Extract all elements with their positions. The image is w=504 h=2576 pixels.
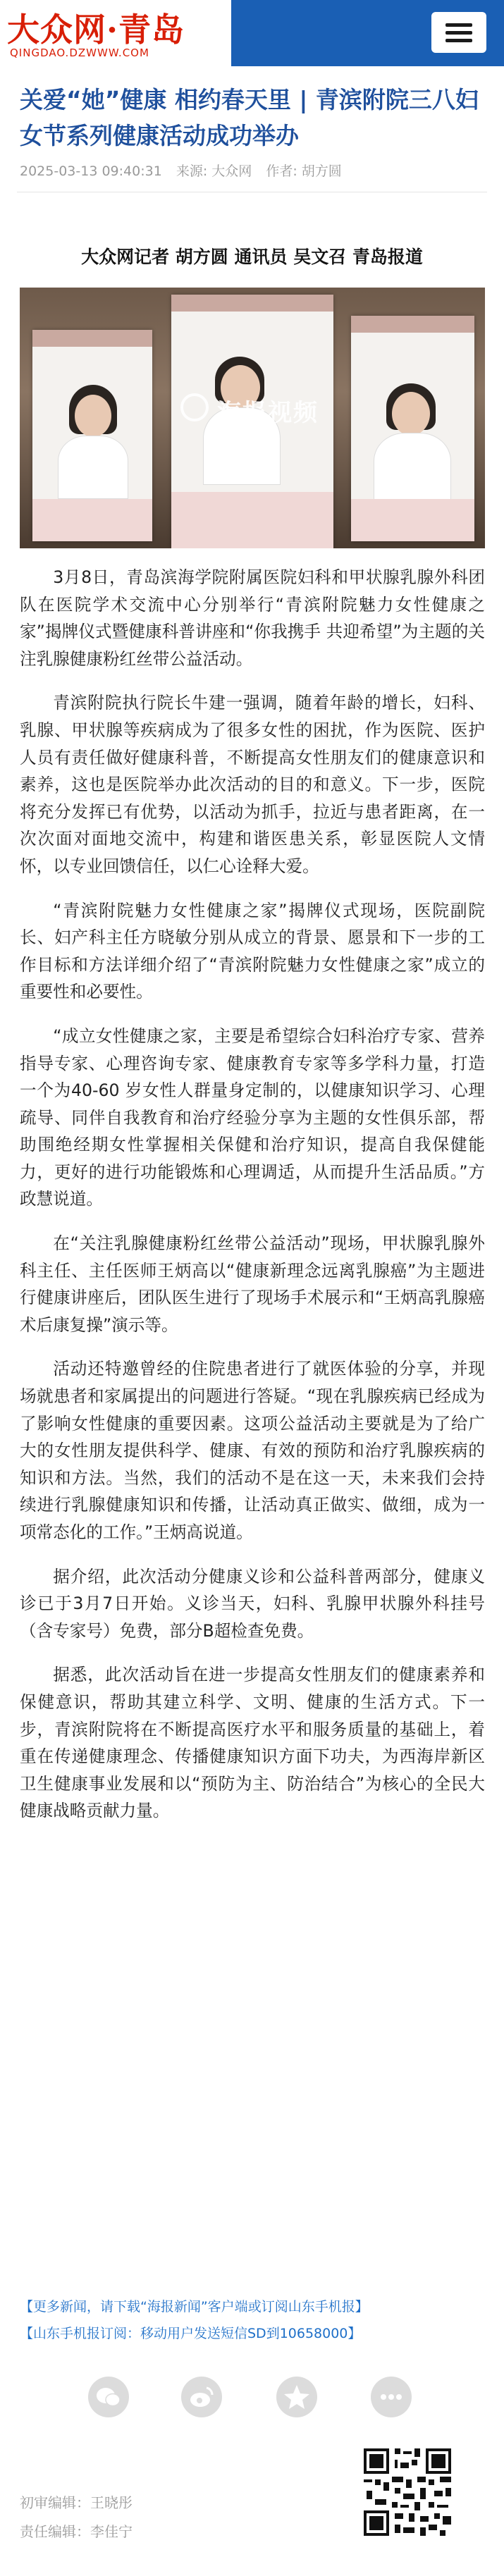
qzone-icon[interactable] [276,2377,317,2417]
article-source: 来源: 大众网 [176,164,252,179]
site-logo[interactable] [0,0,231,66]
more-icon[interactable] [371,2377,412,2417]
article-paragraph: 活动还特邀曾经的住院患者进行了就医体验的分享，并现场就患者和家属提出的问题进行答疑。“现在乳腺疾病已经成为了影响女性健康的重要因素。这项公益活动主要就是为了给广大的女性朋友提供科学、健康、有效的预防和治疗乳腺疾病的知识和方法。当然，我们的活动不是在这一天，未来我们会持续进行乳腺健康知识和传播，让活动真正做实、做细，成为一项常态化的工作。”王炳高说道。 [20,1359,485,1542]
poster-right [351,316,474,541]
article-body [20,564,485,1842]
article-author: 作者: 胡方圆 [266,164,342,179]
first-editor: 初审编辑：王晓彤 [20,2494,133,2511]
site-header [0,0,504,66]
article-paragraph: “成立女性健康之家，主要是希望综合妇科治疗专家、营养指导专家、心理咨询专家、健康教育专家等多学科力量，打造一个为40-60 岁女性人群量身定制的，以健康知识学习、心理疏导、同伴自我教育和治疗经验分享为主题的女性俱乐部，帮助围绝经期女性掌握相关保健和治疗知识，提高自我保健能力，更好的进行功能锻炼和心理调适，从而提升生活品质。”方政慧说道。 [20,1025,485,1209]
responsible-editor: 责任编辑：李佳宁 [20,2523,133,2540]
article-paragraph: 3月8日，青岛滨海学院附属医院妇科和甲状腺乳腺外科团队在医院学术交流中心分别举行“青滨附院魅力女性健康之家”揭牌仪式暨健康科普讲座和“你我携手 共迎希望”为主题的关注乳腺健康粉红丝带公益活动。 [20,567,485,669]
qr-code [361,2446,454,2539]
article-paragraph: “青滨附院魅力女性健康之家”揭牌仪式现场，医院副院长、妇产科主任方晓敏分别从成立的背景、愿景和下一步的工作目标和方法详细介绍了“青滨附院魅力女性健康之家”成立的重要性和必要性。 [20,900,485,1002]
promo-link-sms[interactable]: 【山东手机报订阅：移动用户发送短信SD到10658000】 [20,2326,362,2341]
article-paragraph: 据悉，此次活动旨在进一步提高女性朋友们的健康素养和保健意识，帮助其建立科学、文明、健康的生活方式。下一步，青滨附院将在不断提高医疗水平和服务质量的基础上，着重在传递健康理念、传播健康知识方面下功夫，为西海岸新区卫生健康事业发展和以“预防为主、防治结合”为核心的全民大健康战略贡献力量。 [20,1665,485,1821]
article-paragraph: 青滨附院执行院长牛建一强调，随着年龄的增长，妇科、乳腺、甲状腺等疾病成为了很多女性的困扰，作为医院、医护人员有责任做好健康科普，不断提高女性朋友们的健康意识和素养，这也是医院举办此次活动的目的和意义。下一步，医院将充分发挥已有优势，以活动为抓手，拉近与患者距离，在一次次面对面地交流中，构建和谐医患关系，彰显医院人文情怀，以专业回馈信任，以仁心诠释大爱。 [20,693,485,876]
article-byline: 大众网记者 胡方圆 通讯员 吴文召 青岛报道 [81,247,423,267]
logo-text: 大众网·青岛 [7,11,185,49]
weibo-icon[interactable] [181,2377,222,2417]
poster-left [32,330,152,541]
article-photo[interactable] [20,288,485,548]
article-date: 2025-03-13 09:40:31 [20,164,162,179]
photo-watermark: 海报视频 [217,399,319,427]
promo-link-app[interactable]: 【更多新闻，请下载“海报新闻”客户端或订阅山东手机报】 [20,2299,369,2315]
wechat-icon[interactable] [88,2377,129,2417]
hamburger-icon[interactable] [431,12,486,53]
logo-domain: QINGDAO.DZWWW.COM [10,47,149,59]
article-title: 关爱“她”健康 相约春天里 | 青滨附院三八妇女节系列健康活动成功举办 [20,86,479,149]
article-paragraph: 在“关注乳腺健康粉红丝带公益活动”现场，甲状腺乳腺外科主任、主任医师王炳高以“健康新理念远离乳腺癌”为主题进行健康讲座后，团队医生进行了现场手术展示和“王炳高乳腺癌术后康复操”演示等。 [20,1233,485,1335]
video-icon [180,393,209,421]
article-paragraph: 据介绍，此次活动分健康义诊和公益科普两部分，健康义诊已于3月7日开始。义诊当天，妇科、乳腺甲状腺外科挂号（含专家号）免费，部分B超检查免费。 [20,1566,485,1641]
article-meta [20,161,352,180]
